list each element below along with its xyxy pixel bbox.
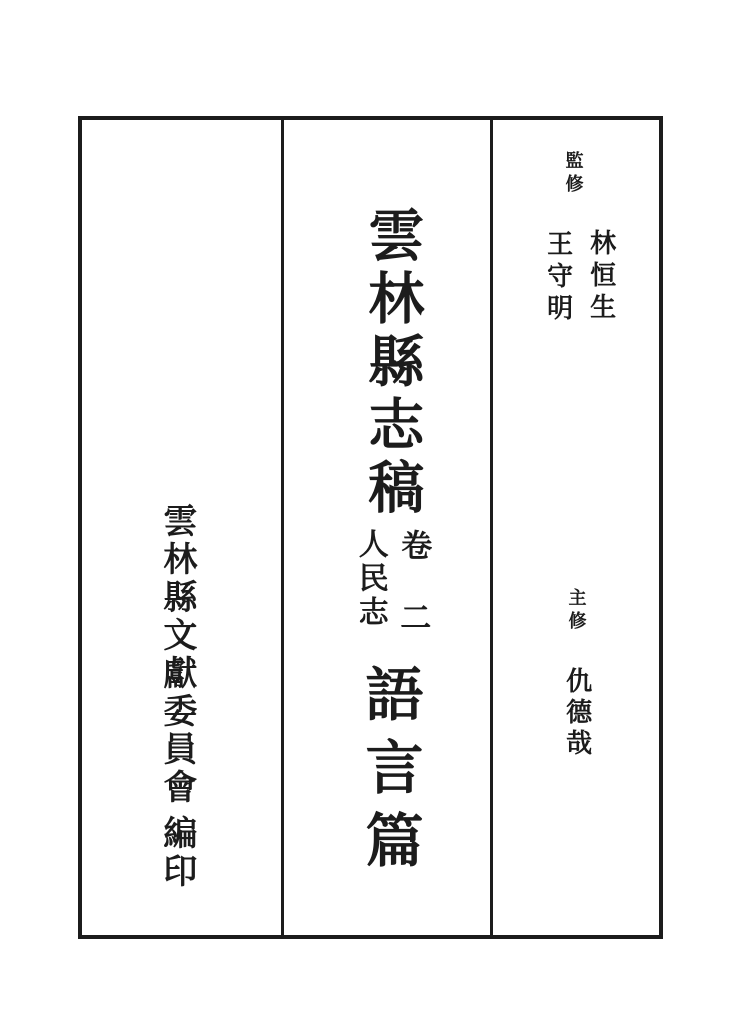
supervisor-role-label: 監修 (563, 151, 584, 197)
chief-editor-name: 仇德哉 (562, 667, 592, 760)
book-title: 雲林縣志稿 (360, 206, 423, 521)
chief-editor-role-label: 主修 (566, 588, 587, 634)
column-divider-left (281, 120, 284, 935)
publisher-organization: 雲林縣文獻委員會 (157, 503, 195, 807)
supervisor-name-first: 林恒生 (586, 229, 616, 325)
publisher-action: 編印 (157, 815, 195, 891)
volume-label: 卷 (396, 529, 432, 560)
volume-number: 二 (395, 601, 431, 632)
section-name: 人民志 (353, 528, 387, 630)
column-divider-right (490, 120, 493, 935)
supervisor-name-second: 王守明 (543, 230, 573, 326)
book-subtitle: 語言篇 (356, 664, 422, 883)
